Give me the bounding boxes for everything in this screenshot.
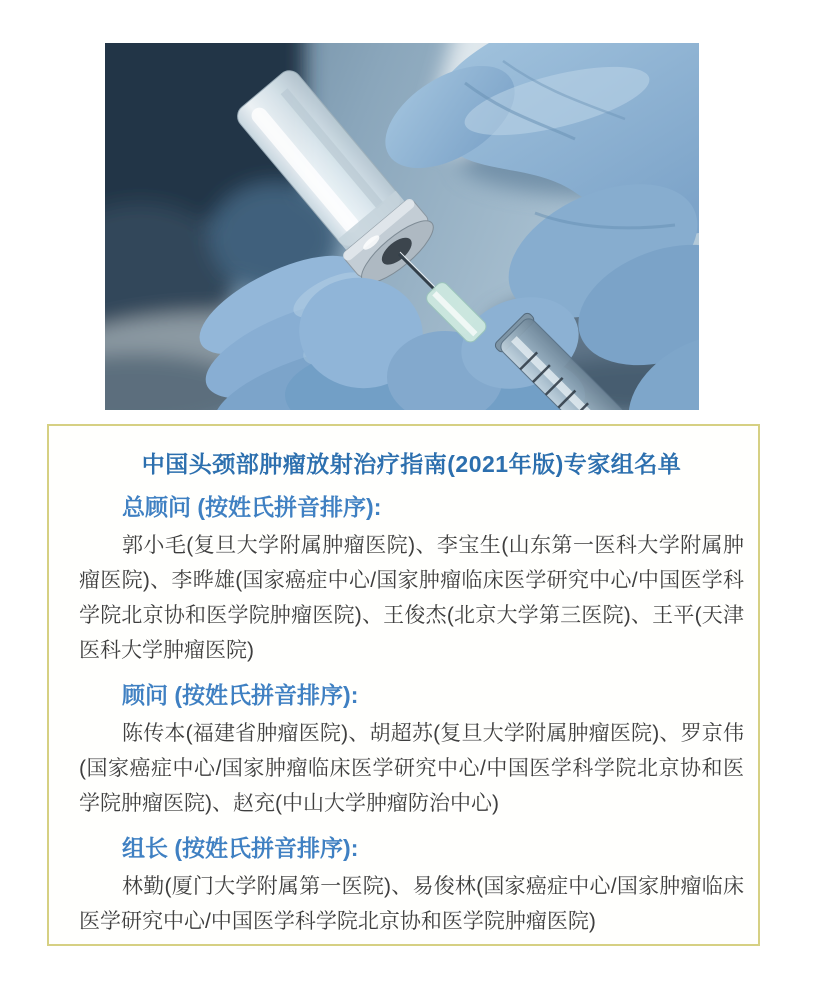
section-members-group-leaders: 林勤(厦门大学附属第一医院)、易俊林(国家癌症中心/国家肿瘤临床医学研究中心/中国医学科学院北京协和医学院肿瘤医院) [79, 875, 744, 933]
vaccine-vial-photo [105, 43, 699, 410]
section-heading-advisors: 顾问 (按姓氏拼音排序): [122, 682, 359, 708]
section-heading-group-leaders: 组长 (按姓氏拼音排序): [122, 835, 359, 861]
section-members-chief-advisors: 郭小毛(复旦大学附属肿瘤医院)、李宝生(山东第一医科大学附属肿瘤医院)、李晔雄(国家癌症中心/国家肿瘤临床医学研究中心/中国医学科学院北京协和医学院肿瘤医院)、王俊杰(北京大学第三医院)、王平(天津医科大学肿瘤医院) [79, 534, 744, 662]
expert-panel-box [47, 424, 760, 946]
panel-title: 中国头颈部肿瘤放射治疗指南(2021年版)专家组名单 [141, 451, 682, 477]
section-members-advisors: 陈传本(福建省肿瘤医院)、胡超苏(复旦大学附属肿瘤医院)、罗京伟(国家癌症中心/国家肿瘤临床医学研究中心/中国医学科学院北京协和医学院肿瘤医院)、赵充(中山大学肿瘤防治中心) [79, 722, 744, 815]
section-heading-chief-advisors: 总顾问 (按姓氏拼音排序): [122, 494, 382, 520]
lab-photo-illustration [105, 43, 699, 410]
